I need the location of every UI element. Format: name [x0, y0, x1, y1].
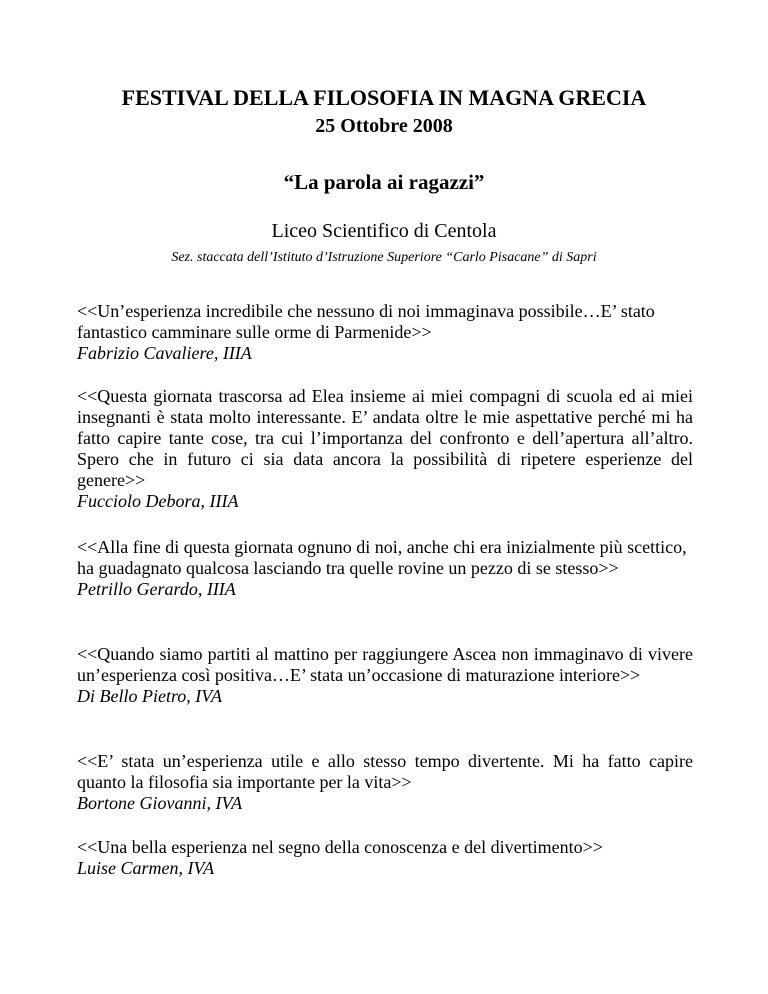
section-title: “La parola ai ragazzi”	[283, 170, 485, 194]
testimonial-1	[77, 301, 693, 364]
testimonial-3	[77, 537, 693, 600]
testimonial-author: Bortone Giovanni, IVA	[77, 793, 243, 813]
testimonial-quote: <<E’ stata un’esperienza utile e allo stesso tempo divertente. Mi ha fatto capire quanto la filosofia sia importante per la vita>>	[77, 751, 693, 792]
event-date: 25 Ottobre 2008	[315, 115, 453, 137]
testimonial-quote: <<Quando siamo partiti al mattino per raggiungere Ascea non immaginavo di vivere un’esperienza così positiva…E’ stata un’occasione di maturazione interiore>>	[77, 644, 693, 685]
document-title: FESTIVAL DELLA FILOSOFIA IN MAGNA GRECIA	[121, 85, 647, 110]
testimonial-6	[77, 837, 693, 879]
testimonial-author: Fabrizio Cavaliere, IIIA	[77, 343, 252, 363]
testimonial-quote: <<Un’esperienza incredibile che nessuno di noi immaginava possibile…E’ stato fantastico camminare sulle orme di Parmenide>>	[77, 301, 655, 342]
testimonial-quote: <<Una bella esperienza nel segno della conoscenza e del divertimento>>	[77, 837, 603, 857]
testimonial-4	[77, 644, 693, 707]
testimonial-author: Fucciolo Debora, IIIA	[77, 491, 239, 511]
testimonial-author: Petrillo Gerardo, IIIA	[77, 579, 236, 599]
testimonial-2	[77, 386, 693, 512]
school-subtitle: Sez. staccata dell’Istituto d’Istruzione Superiore “Carlo Pisacane” di Sapri	[171, 250, 597, 265]
testimonial-author: Di Bello Pietro, IVA	[77, 686, 222, 706]
testimonial-quote: <<Questa giornata trascorsa ad Elea insieme ai miei compagni di scuola ed ai miei insegnanti è stata molto interessante. E’ andata oltre le mie aspettative perché mi ha fatto capire tante cose, tra cui l’importanza del confronto e dell’apertura all’altro. Spero che in futuro ci sia data ancora la possibilità di ripetere esperienze del genere>>	[77, 386, 693, 490]
testimonial-5	[77, 751, 693, 814]
school-name: Liceo Scientifico di Centola	[271, 220, 497, 242]
testimonial-quote: <<Alla fine di questa giornata ognuno di noi, anche chi era inizialmente più scettico, ha guadagnato qualcosa lasciando tra quelle rovine un pezzo di se stesso>>	[77, 537, 687, 578]
testimonial-author: Luise Carmen, IVA	[77, 858, 215, 878]
